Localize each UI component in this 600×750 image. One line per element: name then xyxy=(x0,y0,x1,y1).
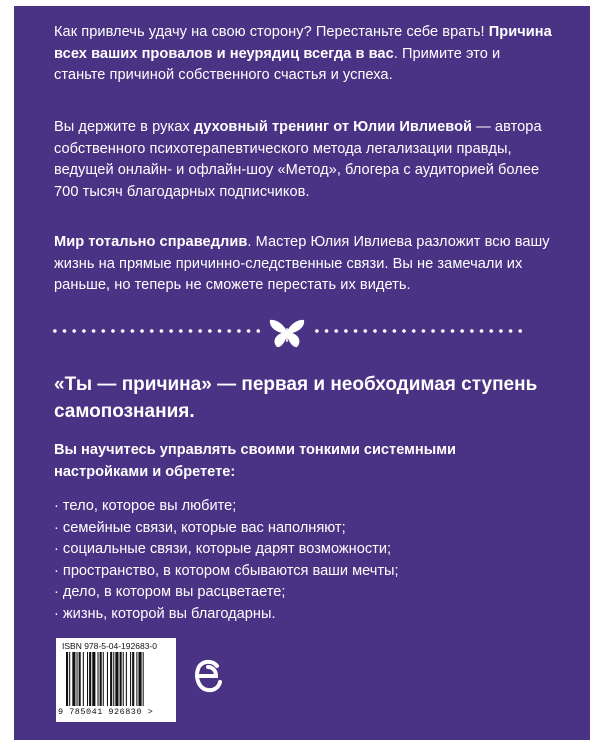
barcode-bar xyxy=(92,652,95,706)
benefits-list xyxy=(54,496,554,626)
barcode-bar xyxy=(100,652,102,706)
intro-text-end: . Примите это и станьте причиной собственного счастья и успеха. xyxy=(54,45,501,83)
dotted-divider xyxy=(50,318,560,348)
isbn-text: ISBN 978-5-04-192683-0 xyxy=(62,641,157,651)
barcode-bars xyxy=(66,652,170,706)
list-intro: Вы научитесь управлять своими тонкими системными настройками и обретете: xyxy=(54,442,456,480)
barcode-bar xyxy=(113,652,114,706)
author-text-end: — автора собственного психотерапевтического метода легализации правды, ведущей онлайн- и офлайн-шоу «Метод», блогера с аудиторией более 700 тысяч благодарных подписчиков. xyxy=(54,119,542,200)
author-bold-text: духовный тренинг от Юлии Ивлиевой xyxy=(193,119,473,135)
list-item: · дело, в котором вы расцветаете; xyxy=(54,584,286,601)
eksmo-logo-icon xyxy=(193,656,223,696)
barcode-bar xyxy=(69,652,70,706)
barcode-bar xyxy=(89,652,91,706)
page-edge-left xyxy=(0,0,14,750)
page-edge-bottom xyxy=(0,740,600,750)
intro-bold-text: Причина всех ваших провалов и неурядиц всегда в вас xyxy=(54,24,552,62)
barcode-bar xyxy=(83,652,84,706)
barcode-bar xyxy=(126,652,127,706)
barcode-bar xyxy=(103,652,104,706)
barcode-bar xyxy=(79,652,81,706)
barcode-bar xyxy=(110,652,112,706)
world-text: . Мастер Юлия Ивлиева разложит всю вашу жизнь на прямые причинно-следственные связи. Вы не замечали их раньше, но теперь не сможете перестать их видеть. xyxy=(54,234,550,293)
world-paragraph xyxy=(54,232,552,297)
list-item: · социальные связи, которые дарят возможности; xyxy=(54,541,392,558)
world-bold-text: Мир тотально справедлив xyxy=(54,234,248,250)
list-item: · пространство, в котором сбываются ваши мечты; xyxy=(54,562,399,579)
barcode-bar xyxy=(77,652,78,706)
barcode-bar xyxy=(132,652,134,706)
headline: «Ты — причина» — первая и необходимая ступень самопознания. xyxy=(54,374,538,422)
barcode-bar xyxy=(98,652,99,706)
page-edge-top xyxy=(0,0,600,6)
author-paragraph xyxy=(54,117,552,203)
barcode-bar xyxy=(107,652,108,706)
barcode-bar xyxy=(143,652,144,706)
intro-paragraph xyxy=(54,22,552,87)
divider-dots-right xyxy=(312,328,522,334)
barcode xyxy=(56,638,176,722)
page-edge-right xyxy=(590,0,600,750)
barcode-bar xyxy=(87,652,88,706)
barcode-bar xyxy=(72,652,75,706)
barcode-bar xyxy=(130,652,131,706)
list-item: · тело, которое вы любите; xyxy=(54,498,237,514)
author-text: Вы держите в руках xyxy=(54,119,194,135)
list-item: · жизнь, которой вы благодарны. xyxy=(54,605,276,622)
intro-text: Как привлечь удачу на свою сторону? Перестаньте себе врать! xyxy=(54,24,489,40)
list-item: · семейные связи, которые вас наполняют; xyxy=(54,519,346,536)
barcode-bar xyxy=(136,652,137,706)
barcode-bar xyxy=(66,652,68,706)
barcode-bar xyxy=(123,652,124,706)
barcode-bar xyxy=(138,652,141,706)
divider-dots-left xyxy=(50,328,260,334)
barcode-bar xyxy=(115,652,118,706)
butterfly-icon xyxy=(268,318,306,350)
barcode-digits: 9 785041 926830 > xyxy=(58,707,154,717)
barcode-bar xyxy=(120,652,122,706)
